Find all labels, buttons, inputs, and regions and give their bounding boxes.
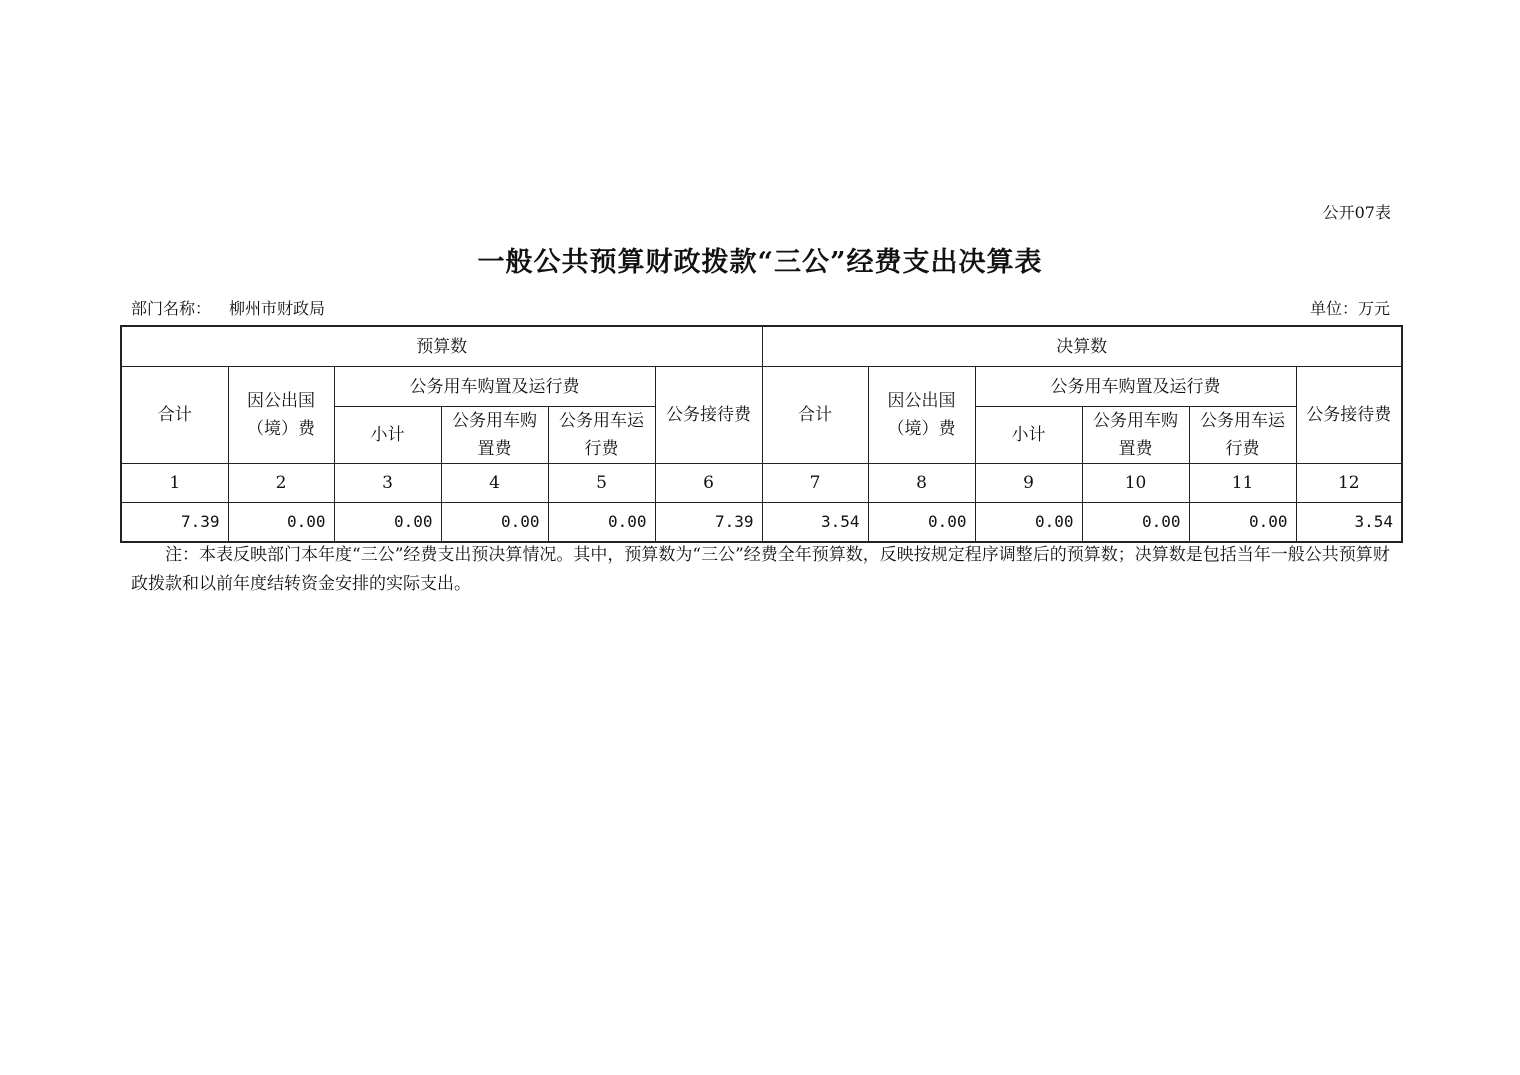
budget-total-header: 合计: [121, 367, 228, 464]
value-cell: 0.00: [334, 503, 441, 543]
value-cell: 0.00: [868, 503, 975, 543]
budget-vehicle-header: 公务用车购置及运行费: [334, 367, 655, 407]
index-cell: 3: [334, 464, 441, 503]
group-budget-header: 预算数: [121, 326, 762, 367]
group-header-row: [121, 326, 1402, 367]
value-cell: 0.00: [1082, 503, 1189, 543]
index-cell: 2: [228, 464, 334, 503]
department-line: [131, 296, 325, 319]
value-row: [121, 503, 1402, 543]
department-value: 柳州市财政局: [229, 299, 326, 318]
value-cell: 3.54: [1296, 503, 1402, 543]
header-row-1: [121, 367, 1402, 407]
final-vehicle-purchase-header: 公务用车购置费: [1082, 407, 1189, 464]
index-cell: 4: [441, 464, 548, 503]
group-final-header: 决算数: [762, 326, 1402, 367]
value-cell: 0.00: [975, 503, 1082, 543]
index-cell: 9: [975, 464, 1082, 503]
value-cell: 0.00: [441, 503, 548, 543]
page-title: 一般公共预算财政拨款“三公”经费支出决算表: [477, 247, 1043, 278]
final-abroad-header: 因公出国（境）费: [868, 367, 975, 464]
index-cell: 7: [762, 464, 868, 503]
index-cell: 10: [1082, 464, 1189, 503]
final-vehicle-operation-header: 公务用车运行费: [1189, 407, 1296, 464]
expense-table: [120, 325, 1403, 543]
final-total-header: 合计: [762, 367, 868, 464]
index-cell: 11: [1189, 464, 1296, 503]
unit-label: 单位：万元: [1309, 299, 1390, 318]
final-subtotal-header: 小计: [975, 407, 1082, 464]
index-cell: 12: [1296, 464, 1402, 503]
table-note: 注：本表反映部门本年度“三公”经费支出预决算情况。其中，预算数为“三公”经费全年预算数，反映按规定程序调整后的预算数；决算数是包括当年一般公共预算财政拨款和以前年度结转资金安排的实际支出。: [131, 545, 1390, 594]
value-cell: 7.39: [121, 503, 228, 543]
budget-subtotal-header: 小计: [334, 407, 441, 464]
value-cell: 0.00: [228, 503, 334, 543]
value-cell: 7.39: [655, 503, 762, 543]
budget-vehicle-operation-header: 公务用车运行费: [548, 407, 655, 464]
index-cell: 1: [121, 464, 228, 503]
value-cell: 0.00: [1189, 503, 1296, 543]
index-cell: 6: [655, 464, 762, 503]
form-number: 公开07表: [1322, 203, 1391, 222]
final-vehicle-header: 公务用车购置及运行费: [975, 367, 1296, 407]
value-cell: 3.54: [762, 503, 868, 543]
final-reception-header: 公务接待费: [1296, 367, 1402, 464]
budget-abroad-header: 因公出国（境）费: [228, 367, 334, 464]
budget-reception-header: 公务接待费: [655, 367, 762, 464]
index-cell: 5: [548, 464, 655, 503]
index-cell: 8: [868, 464, 975, 503]
value-cell: 0.00: [548, 503, 655, 543]
budget-vehicle-purchase-header: 公务用车购置费: [441, 407, 548, 464]
index-row: [121, 464, 1402, 503]
department-label: 部门名称：: [131, 299, 212, 318]
